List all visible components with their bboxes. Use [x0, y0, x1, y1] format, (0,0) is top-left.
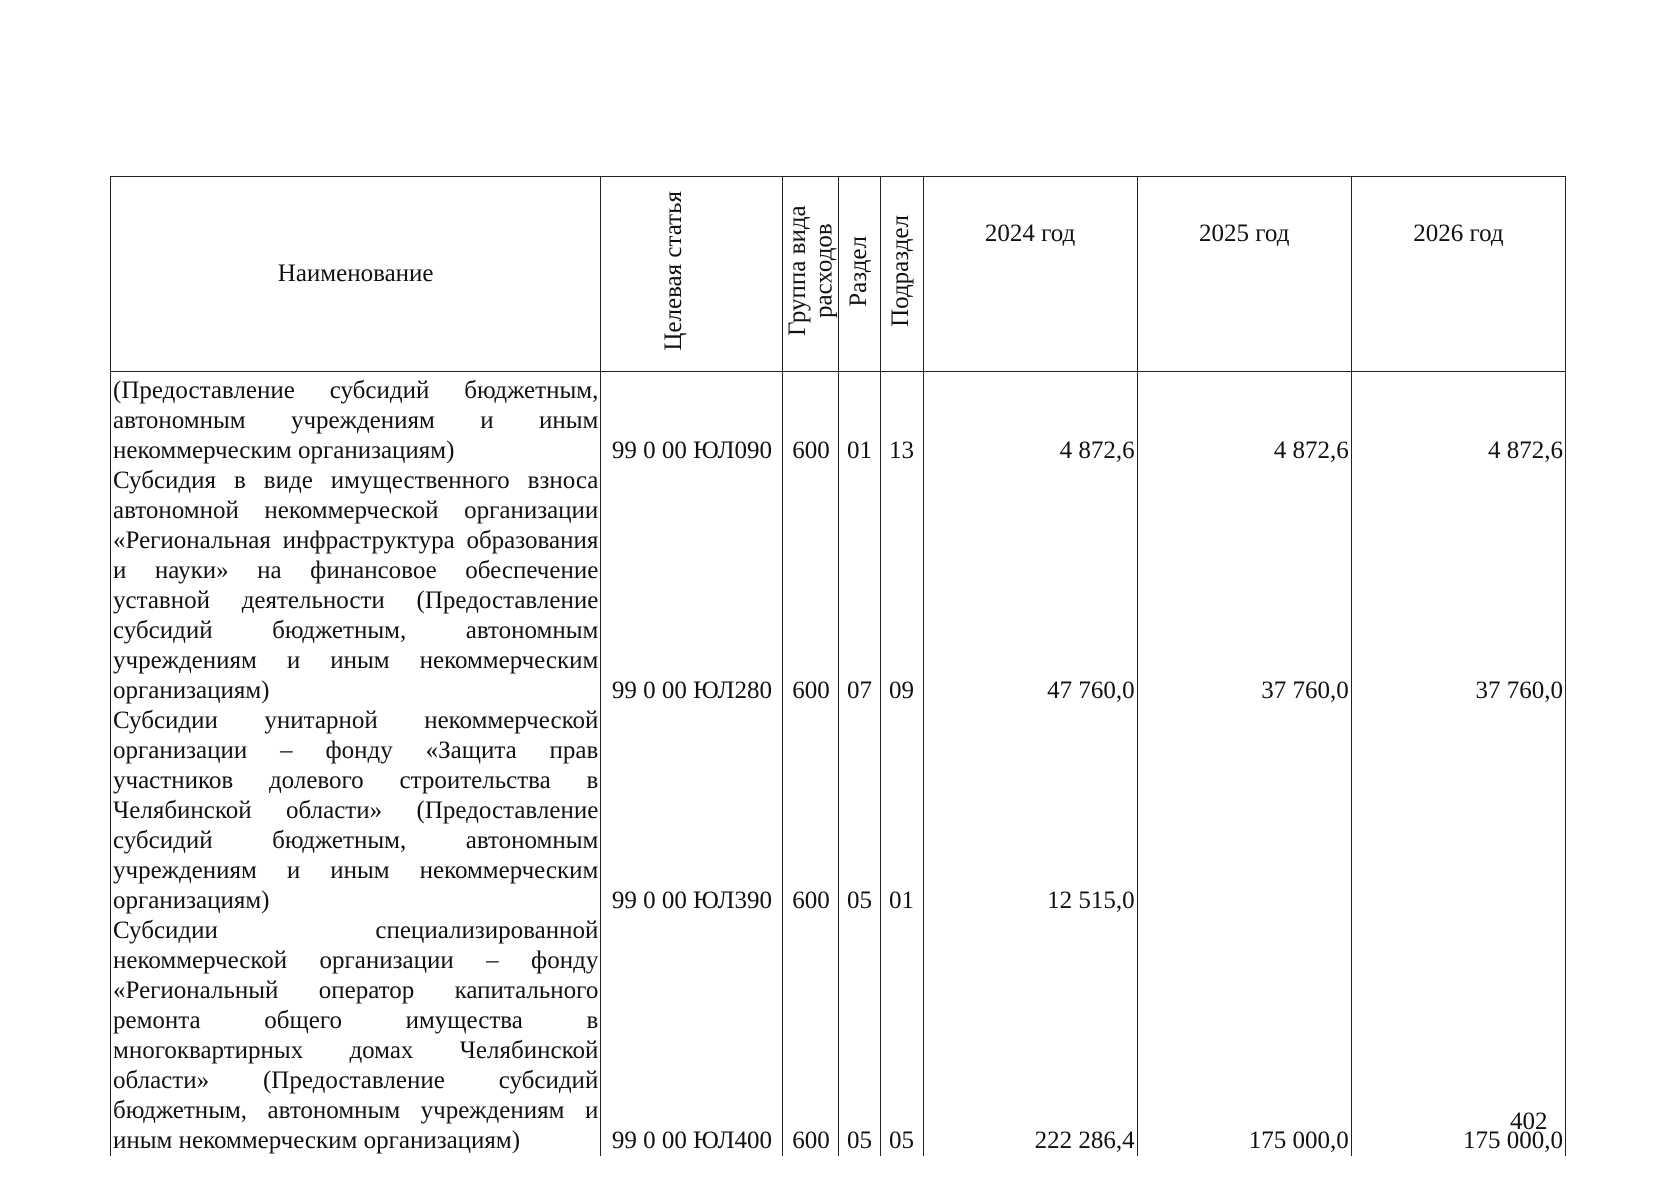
row-amount-2026: [1351, 706, 1565, 916]
header-section: Раздел: [839, 177, 880, 372]
row-name: Субсидии унитарной некоммерческой организации – фонду «Защита прав участников долевого строительства в Челябинской области» (Предоставление субсидий бюджетным, автономным учреждениям и иным некоммерческим организациям): [111, 706, 601, 916]
table-header-row: [111, 177, 1566, 372]
row-amount-2024: 12 515,0: [923, 706, 1137, 916]
row-target-article: 99 0 00 ЮЛ390: [601, 706, 783, 916]
row-amount-2025: 175 000,0: [1137, 916, 1351, 1156]
page-number: 402: [1510, 1108, 1548, 1135]
row-subsection: 01: [880, 706, 923, 916]
budget-table: [110, 176, 1566, 1156]
table-row: [111, 376, 1566, 466]
row-expense-group: 600: [783, 706, 839, 916]
row-target-article: 99 0 00 ЮЛ400: [601, 916, 783, 1156]
row-section: 07: [839, 466, 880, 706]
row-amount-2026: 175 000,0: [1351, 916, 1565, 1156]
row-name: (Предоставление субсидий бюджетным, автономным учреждениям и иным некоммерческим организациям): [111, 376, 601, 466]
table-row: [111, 706, 1566, 916]
row-subsection: 09: [880, 466, 923, 706]
row-target-article: 99 0 00 ЮЛ090: [601, 376, 783, 466]
row-amount-2025: [1137, 706, 1351, 916]
row-amount-2024: 4 872,6: [923, 376, 1137, 466]
header-expense-group: Группа вида расходов: [783, 177, 839, 372]
row-expense-group: 600: [783, 466, 839, 706]
header-subsection: Подраздел: [880, 177, 923, 372]
table-row: [111, 466, 1566, 706]
row-amount-2026: 4 872,6: [1351, 376, 1565, 466]
header-year-2024: 2024 год: [923, 177, 1137, 372]
row-subsection: 05: [880, 916, 923, 1156]
row-name: Субсидия в виде имущественного взноса автономной некоммерческой организации «Региональная инфраструктура образования и науки» на финансовое обеспечение уставной деятельности (Предоставление субсидий бюджетным, автономным учреждениям и иным некоммерческим организациям): [111, 466, 601, 706]
row-target-article: 99 0 00 ЮЛ280: [601, 466, 783, 706]
row-amount-2025: 37 760,0: [1137, 466, 1351, 706]
row-amount-2024: 222 286,4: [923, 916, 1137, 1156]
row-amount-2026: 37 760,0: [1351, 466, 1565, 706]
row-amount-2025: 4 872,6: [1137, 376, 1351, 466]
row-section: 05: [839, 916, 880, 1156]
header-year-2026: 2026 год: [1351, 177, 1565, 372]
header-target-article: Целевая статья: [601, 177, 783, 372]
row-amount-2024: 47 760,0: [923, 466, 1137, 706]
row-expense-group: 600: [783, 376, 839, 466]
row-expense-group: 600: [783, 916, 839, 1156]
table-row: [111, 916, 1566, 1156]
row-subsection: 13: [880, 376, 923, 466]
row-section: 01: [839, 376, 880, 466]
header-year-2025: 2025 год: [1137, 177, 1351, 372]
header-name: Наименование: [111, 177, 601, 372]
row-section: 05: [839, 706, 880, 916]
row-name: Субсидии специализированной некоммерческой организации – фонду «Региональный оператор капитального ремонта общего имущества в многоквартирных домах Челябинской области» (Предоставление субсидий бюджетным, автономным учреждениям и иным некоммерческим организациям): [111, 916, 601, 1156]
